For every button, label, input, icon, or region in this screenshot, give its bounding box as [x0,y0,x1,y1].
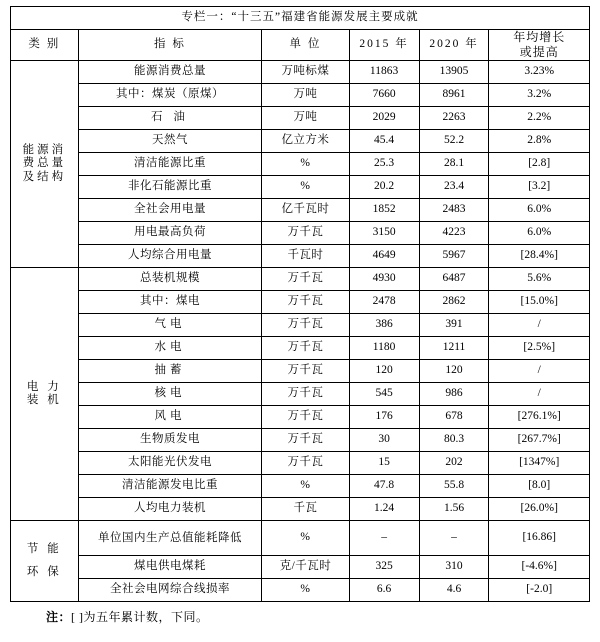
cell-unit: % [262,475,349,498]
cell-growth: [26.0%] [489,498,590,521]
cell-2015: 6.6 [349,579,419,602]
table-row [11,107,590,130]
cell-2020: 310 [419,556,489,579]
cell-2015: 120 [349,360,419,383]
cell-growth: [28.4%] [489,245,590,268]
cell-2020: 80.3 [419,429,489,452]
cell-indicator: 水电 [78,337,262,360]
cell-unit: 万千瓦 [262,222,349,245]
cell-indicator: 人均综合用电量 [78,245,262,268]
table-row [11,556,590,579]
cell-indicator: 其中：煤电 [78,291,262,314]
table-row [11,337,590,360]
cell-indicator: 人均电力装机 [78,498,262,521]
cell-growth: 6.0% [489,199,590,222]
cell-indicator: 用电最高负荷 [78,222,262,245]
table-footnote [46,608,590,625]
cell-2020: 202 [419,452,489,475]
cell-unit: 万千瓦 [262,314,349,337]
cell-2020: 2263 [419,107,489,130]
cell-2015: 1852 [349,199,419,222]
cell-growth: [1347%] [489,452,590,475]
cell-indicator: 气电 [78,314,262,337]
cell-2020: 986 [419,383,489,406]
cell-unit: 万吨标煤 [262,61,349,84]
cell-2020: 4.6 [419,579,489,602]
cell-indicator: 全社会电网综合线损率 [78,579,262,602]
cell-unit: 亿千瓦时 [262,199,349,222]
cell-2020: 2862 [419,291,489,314]
cell-unit: 万千瓦 [262,291,349,314]
cell-growth: [276.1%] [489,406,590,429]
cell-indicator: 能源消费总量 [78,61,262,84]
group-label-line: 节 能 [26,542,62,555]
cell-2020: 6487 [419,268,489,291]
cell-growth: 3.23% [489,61,590,84]
group-label-line: 装 机 [26,394,62,406]
column-header-indicator: 指 标 [78,30,262,61]
table-row [11,406,590,429]
table-row [11,475,590,498]
cell-unit: 万千瓦 [262,337,349,360]
cell-2020: 678 [419,406,489,429]
column-header-category: 类 别 [11,30,79,61]
cell-2020: 2483 [419,199,489,222]
table-row [11,360,590,383]
cell-growth: [-4.6%] [489,556,590,579]
cell-2020: 23.4 [419,176,489,199]
table-row [11,153,590,176]
cell-2015: 1.24 [349,498,419,521]
cell-unit: % [262,579,349,602]
table-header-row [11,30,590,61]
column-header-growth [489,30,590,61]
cell-unit: % [262,176,349,199]
cell-unit: % [262,153,349,176]
table-row [11,579,590,602]
cell-growth: [-2.0] [489,579,590,602]
cell-2015: 25.3 [349,153,419,176]
cell-indicator: 其中：煤炭（原煤） [78,84,262,107]
cell-unit: 千瓦时 [262,245,349,268]
cell-indicator: 清洁能源比重 [78,153,262,176]
cell-growth: / [489,314,590,337]
cell-growth: / [489,383,590,406]
table-row [11,245,590,268]
cell-growth: [8.0] [489,475,590,498]
cell-2020: 1.56 [419,498,489,521]
cell-growth: [2.5%] [489,337,590,360]
cell-indicator: 清洁能源发电比重 [78,475,262,498]
cell-growth: 2.8% [489,130,590,153]
table-row [11,452,590,475]
cell-2020: 4223 [419,222,489,245]
cell-2015: 15 [349,452,419,475]
cell-2015: 4930 [349,268,419,291]
cell-2015: 20.2 [349,176,419,199]
group-label-power-capacity [11,268,79,521]
cell-2015: 176 [349,406,419,429]
table-row [11,176,590,199]
cell-indicator: 非化石能源比重 [78,176,262,199]
cell-2020: 52.2 [419,130,489,153]
cell-indicator: 石 油 [78,107,262,130]
cell-unit: 亿立方米 [262,130,349,153]
growth-header-line2: 或提高 [519,45,559,59]
cell-2015: 545 [349,383,419,406]
cell-growth: / [489,360,590,383]
cell-2015: 2478 [349,291,419,314]
cell-unit: 万千瓦 [262,406,349,429]
cell-indicator [78,521,262,556]
cell-unit: 克/千瓦时 [262,556,349,579]
table-row [11,291,590,314]
cell-2015: 325 [349,556,419,579]
cell-2020: – [419,521,489,556]
energy-achievements-table [10,6,590,602]
cell-indicator: 核电 [78,383,262,406]
cell-unit: 万吨 [262,107,349,130]
cell-2015: 386 [349,314,419,337]
cell-2015: 47.8 [349,475,419,498]
cell-2015: 4649 [349,245,419,268]
cell-indicator: 全社会用电量 [78,199,262,222]
cell-2015: 3150 [349,222,419,245]
column-header-year-2015: 2015 年 [349,30,419,61]
table-row [11,84,590,107]
cell-indicator: 生物质发电 [78,429,262,452]
group-label-line: 及结构 [22,170,67,183]
cell-2015: 11863 [349,61,419,84]
cell-unit: 万千瓦 [262,268,349,291]
cell-growth: [15.0%] [489,291,590,314]
cell-unit: 万千瓦 [262,360,349,383]
table-row [11,61,590,84]
table-row [11,383,590,406]
cell-2020: 120 [419,360,489,383]
cell-2020: 5967 [419,245,489,268]
table-title-row [11,7,590,30]
cell-growth: 5.6% [489,268,590,291]
group-label-line: 能源消 [22,144,67,157]
cell-2020: 28.1 [419,153,489,176]
cell-growth: [16.86] [489,521,590,556]
table-row [11,521,590,556]
group-label-energy-consumption [11,61,79,268]
cell-indicator: 煤电供电煤耗 [78,556,262,579]
cell-2020: 8961 [419,84,489,107]
growth-header-line1: 年均增长 [513,30,566,44]
cell-indicator: 天然气 [78,130,262,153]
table-title: 专栏一：“十三五”福建省能源发展主要成就 [11,7,590,30]
cell-growth: [2.8] [489,153,590,176]
cell-2015: 7660 [349,84,419,107]
cell-growth: [3.2] [489,176,590,199]
cell-indicator: 抽蓄 [78,360,262,383]
cell-growth: 2.2% [489,107,590,130]
cell-indicator: 风电 [78,406,262,429]
cell-unit: 万千瓦 [262,452,349,475]
table-row [11,314,590,337]
group-label-line: 环 保 [26,566,62,578]
cell-2020: 55.8 [419,475,489,498]
column-header-unit: 单 位 [262,30,349,61]
cell-unit: 千瓦 [262,498,349,521]
cell-indicator: 太阳能光伏发电 [78,452,262,475]
table-row [11,429,590,452]
cell-2015: 1180 [349,337,419,360]
column-header-year-2020: 2020 年 [419,30,489,61]
cell-unit: 万千瓦 [262,429,349,452]
cell-2015: 45.4 [349,130,419,153]
table-row [11,222,590,245]
cell-unit: % [262,521,349,556]
cell-2020: 13905 [419,61,489,84]
cell-growth: 6.0% [489,222,590,245]
cell-2020: 391 [419,314,489,337]
footnote-label: 注： [46,610,72,624]
cell-2015: 30 [349,429,419,452]
group-label-energy-saving [11,521,79,602]
cell-indicator: 总装机规模 [78,268,262,291]
cell-indicator-text: 单位国内生产总值能耗降低 [97,531,242,544]
group-label-line: 费总量 [22,157,67,170]
cell-2020: 1211 [419,337,489,360]
cell-growth: 3.2% [489,84,590,107]
cell-2015: 2029 [349,107,419,130]
cell-unit: 万千瓦 [262,383,349,406]
cell-unit: 万吨 [262,84,349,107]
table-row [11,498,590,521]
table-row [11,268,590,291]
group-label-line: 电 力 [26,380,62,393]
cell-2015: – [349,521,419,556]
table-row [11,199,590,222]
table-row [11,130,590,153]
footnote-text: [ ]为五年累计数，下同。 [71,610,209,624]
group-label-spacer [11,556,78,566]
cell-growth: [267.7%] [489,429,590,452]
